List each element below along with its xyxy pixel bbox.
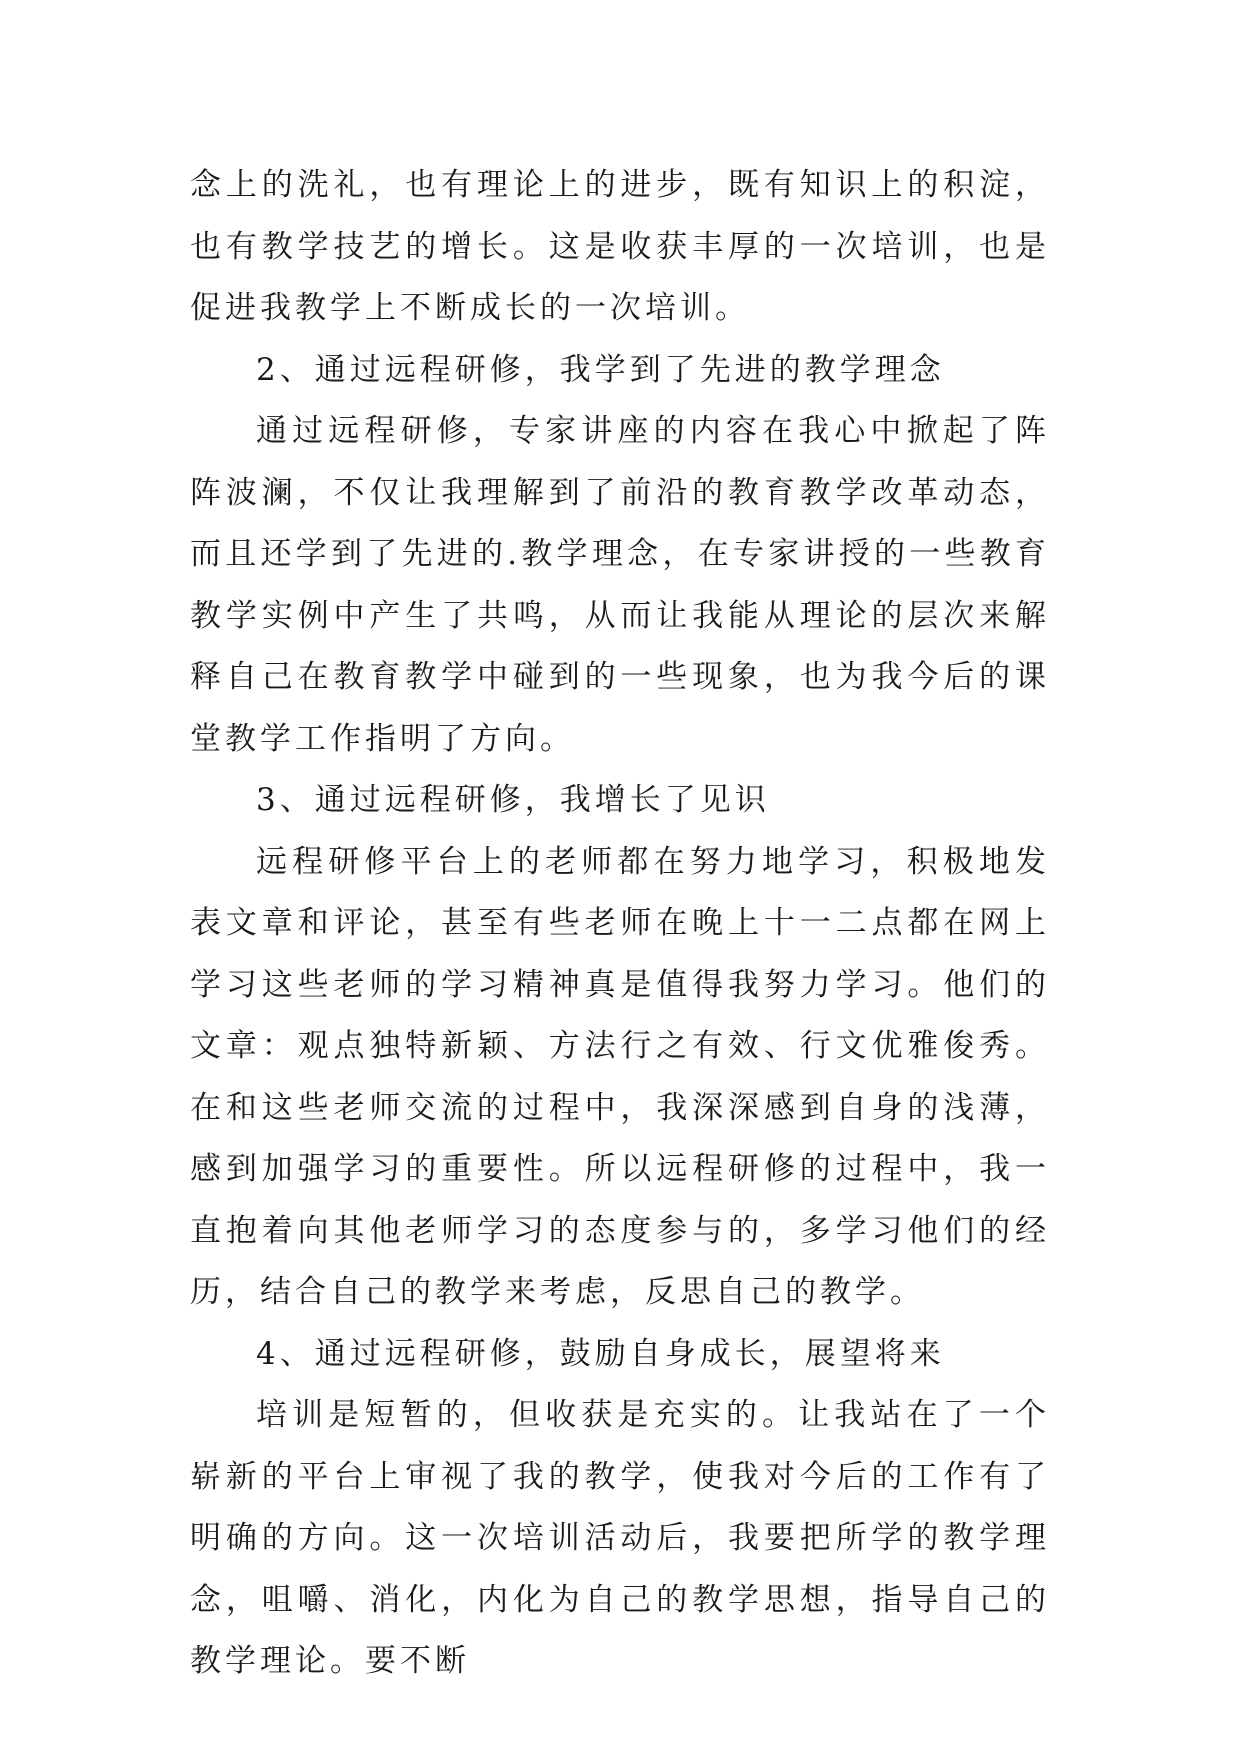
section-heading-3: 3、通过远程研修，我增长了见识 (256, 782, 770, 818)
paragraph-continuation: 念上的洗礼，也有理论上的进步，既有知识上的积淀，也有教学技艺的增长。这是收获丰厚的一次培训，也是促进我教学上不断成长的一次培训。 (190, 167, 1050, 326)
section-heading-4: 4、通过远程研修，鼓励自身成长，展望将来 (256, 1335, 945, 1372)
paragraph-section-3: 远程研修平台上的老师都在努力地学习，积极地发表文章和评论，甚至有些老师在晚上十一二点都在网上学习这些老师的学习精神真是值得我努力学习。他们的文章：观点独特新颖、方法行之有效、行文优雅俊秀。在和这些老师交流的过程中，我深深感到自身的浅薄，感到加强学习的重要性。所以远程研修的过程中，我一直抱着向其他老师学习的态度参与的，多学习他们的经历，结合自己的教学来考虑，反思自己的教学。 (190, 843, 1050, 1310)
paragraph-section-4: 培训是短暂的，但收获是充实的。让我站在了一个崭新的平台上审视了我的教学，使我对今后的工作有了明确的方向。这一次培训活动后，我要把所学的教学理念，咀嚼、消化，内化为自己的教学思想，指导自己的教学理论。要不断 (190, 1397, 1050, 1679)
document-body (190, 155, 1050, 1693)
section-heading-2: 2、通过远程研修，我学到了先进的教学理念 (256, 351, 945, 388)
paragraph-section-2: 通过远程研修，专家讲座的内容在我心中掀起了阵阵波澜，不仅让我理解到了前沿的教育教学改革动态，而且还学到了先进的.教学理念，在专家讲授的一些教育教学实例中产生了共鸣，从而让我能从理论的层次来解释自己在教育教学中碰到的一些现象，也为我今后的课堂教学工作指明了方向。 (190, 413, 1050, 757)
